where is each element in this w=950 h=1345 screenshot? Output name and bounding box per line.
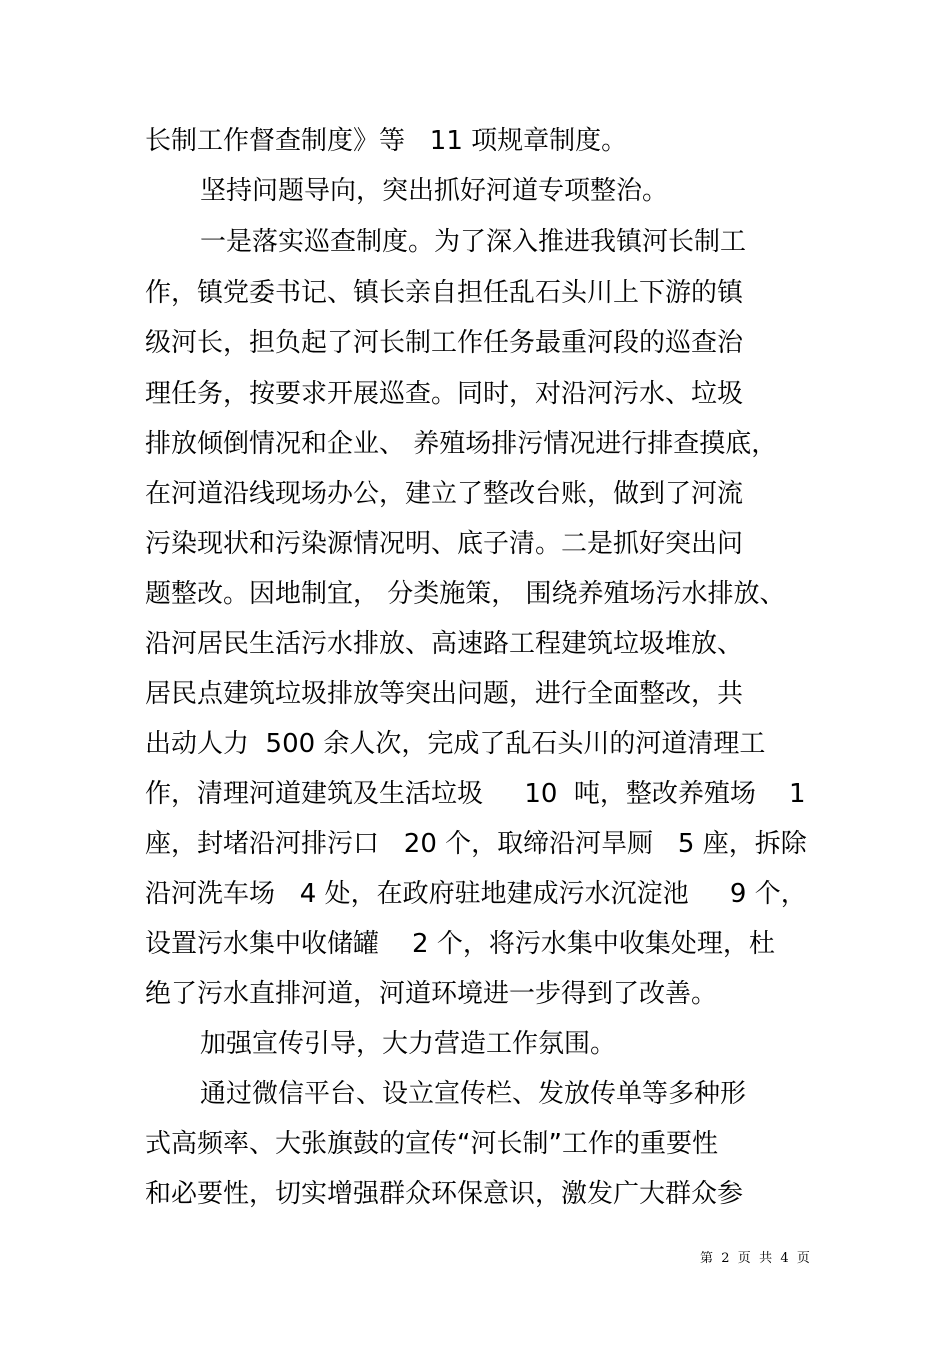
text-line: 一是落实巡查制度。为了深入推进我镇河长制工 <box>200 227 747 257</box>
text-line: 式高频率、大张旗鼓的宣传“河长制”工作的重要性 <box>145 1129 718 1159</box>
text-line: 题整改。因地制宜， 分类施策， 围绕养殖场污水排放、 <box>145 579 786 609</box>
text-line: 通过微信平台、设立宣传栏、发放传单等多种形 <box>200 1079 747 1109</box>
section-heading: 坚持问题导向，突出抓好河道专项整治。 <box>200 176 669 206</box>
text-line: 出动人力 500 余人次，完成了乱石头川的河道清理工 <box>145 729 766 759</box>
text-line: 设置污水集中收储罐 2 个，将污水集中收集处理，杜 <box>145 929 775 959</box>
text-line: 排放倾倒情况和企业、 养殖场排污情况进行排查摸底， <box>145 429 778 459</box>
text-line: 理任务，按要求开展巡查。同时，对沿河污水、垃圾 <box>145 379 744 409</box>
text-line: 作，镇党委书记、镇长亲自担任乱石头川上下游的镇 <box>145 278 744 308</box>
text-line: 居民点建筑垃圾排放等突出问题，进行全面整改，共 <box>145 679 744 709</box>
text-line: 在河道沿线现场办公，建立了整改台账，做到了河流 <box>145 479 744 509</box>
text-line: 和必要性，切实增强群众环保意识，激发广大群众参 <box>145 1179 744 1209</box>
text-line: 绝了污水直排河道，河道环境进一步得到了改善。 <box>145 979 718 1009</box>
text-line: 污染现状和污染源情况明、底子清。二是抓好突出问 <box>145 529 744 559</box>
text-line: 长制工作督查制度》等 11 项规章制度。 <box>145 126 628 156</box>
section-heading: 加强宣传引导，大力营造工作氛围。 <box>200 1029 617 1059</box>
page-number-footer: 第 2 页 共 4 页 <box>700 1251 810 1266</box>
text-line: 作，清理河道建筑及生活垃圾 10 吨，整改养殖场 1 <box>145 779 806 809</box>
text-line: 座，封堵沿河排污口 20 个，取缔沿河旱厕 5 座，拆除 <box>145 829 807 859</box>
text-line: 级河长，担负起了河长制工作任务最重河段的巡查治 <box>145 328 744 358</box>
text-line: 沿河洗车场 4 处，在政府驻地建成污水沉淀池 9 个， <box>145 879 807 909</box>
text-line: 沿河居民生活污水排放、高速路工程建筑垃圾堆放、 <box>145 629 744 659</box>
